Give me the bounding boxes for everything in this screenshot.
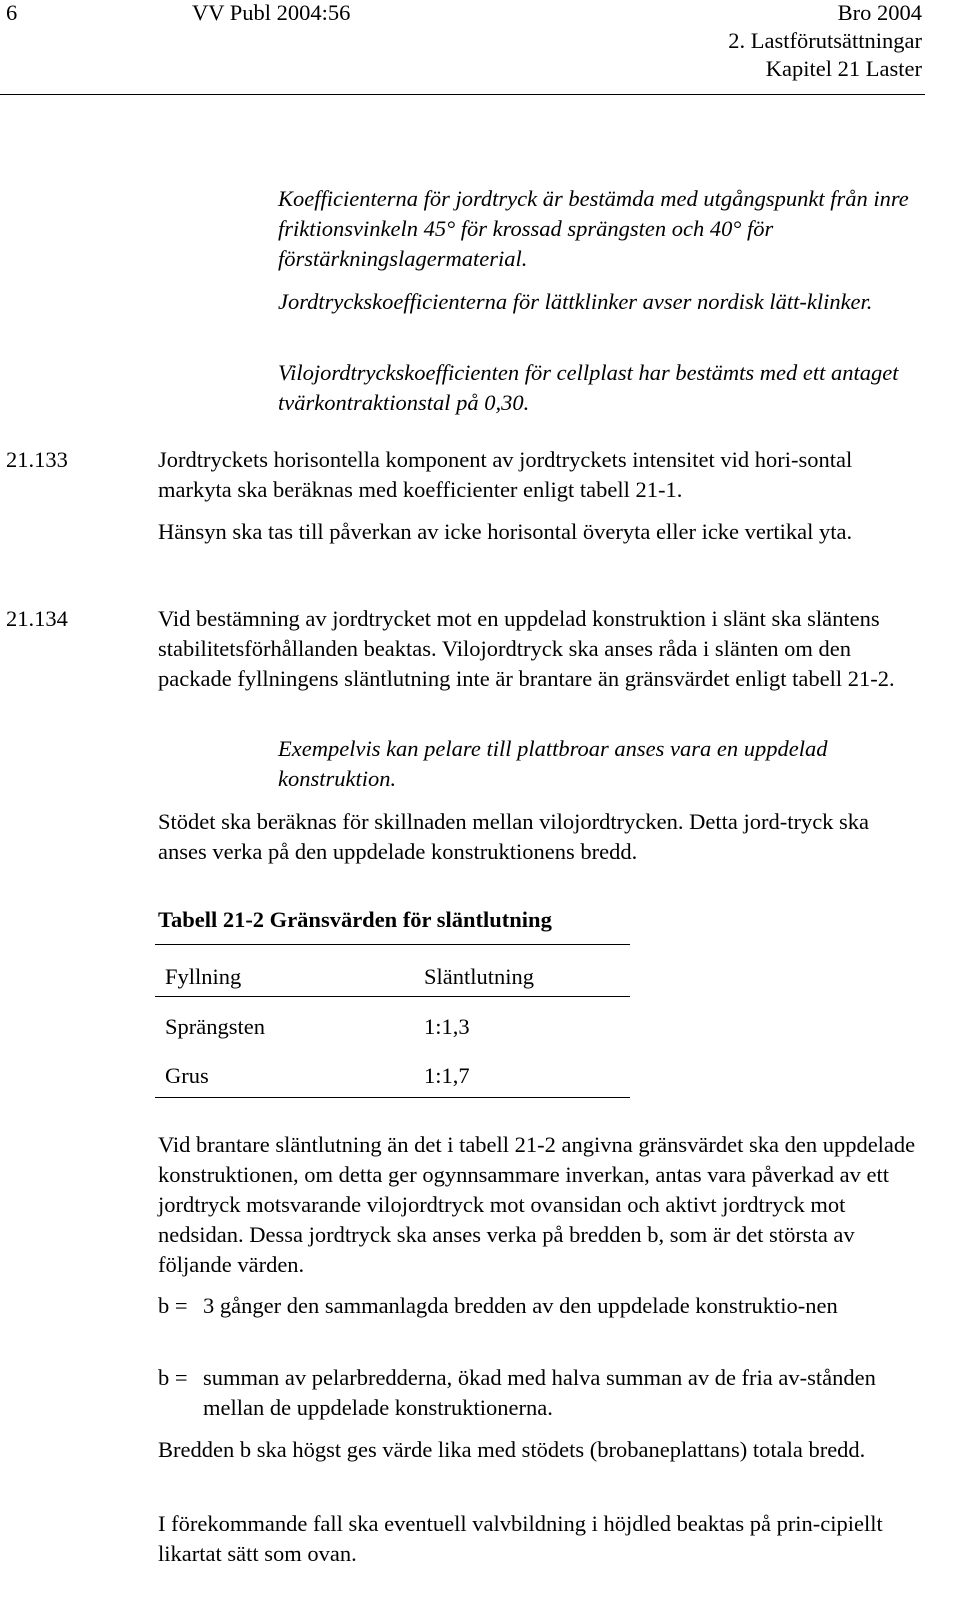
b-label-1: b = bbox=[158, 1293, 188, 1318]
table-title: Tabell 21-2 Gränsvärden för släntlutning bbox=[158, 907, 552, 932]
page-number: 6 bbox=[6, 0, 18, 25]
b-definition-2: summan av pelarbredderna, ökad med halva summan av de fria av-stånden mellan de uppdelade konstruktionerna. bbox=[203, 1365, 876, 1420]
paragraph-bredden: Bredden b ska högst ges värde lika med stödets (brobaneplattans) totala bredd. bbox=[158, 1437, 866, 1462]
section-21-134-note: Exempelvis kan pelare till plattbroar anses vara en uppdelad konstruktion. bbox=[278, 736, 828, 791]
table-cell-value: 1:1,7 bbox=[424, 1063, 470, 1088]
section-title: 2. Lastförutsättningar bbox=[728, 28, 922, 53]
note-lattklinker: Jordtryckskoefficienterna för lättklinker avser nordisk lätt-klinker. bbox=[278, 289, 873, 314]
section-21-134-paragraph-2: Stödet ska beräknas för skillnaden mellan vilojordtrycken. Detta jord-tryck ska anses verka på den uppdelade konstruktionens bredd. bbox=[158, 809, 870, 864]
table-top-rule bbox=[155, 944, 630, 945]
publication-id: VV Publ 2004:56 bbox=[192, 0, 351, 25]
table-cell-material: Grus bbox=[165, 1063, 209, 1088]
section-number-21-134: 21.134 bbox=[6, 606, 68, 631]
note-cellplast: Vilojordtryckskoefficienten för cellplast har bestämts med ett antaget tvärkontraktionstal på 0,30. bbox=[278, 360, 899, 415]
b-label-2: b = bbox=[158, 1365, 188, 1390]
table-cell-material: Sprängsten bbox=[165, 1014, 265, 1039]
table-header-slantlutning: Släntlutning bbox=[424, 964, 535, 989]
chapter-title: Kapitel 21 Laster bbox=[765, 56, 922, 81]
note-friction-angle: Koefficienterna för jordtryck är bestämda med utgångspunkt från inre friktionsvinkeln 45° för krossad sprängsten och 40° för förstärkningslagermaterial. bbox=[278, 186, 909, 271]
table-header-fyllning: Fyllning bbox=[165, 964, 242, 989]
section-21-133-paragraph-2: Hänsyn ska tas till påverkan av icke horisontal överyta eller icke vertikal yta. bbox=[158, 519, 853, 544]
table-header-rule bbox=[155, 996, 630, 997]
b-definition-1: 3 gånger den sammanlagda bredden av den uppdelade konstruktio-nen bbox=[203, 1293, 838, 1318]
section-21-134-paragraph-1: Vid bestämning av jordtrycket mot en uppdelad konstruktion i slänt ska släntens stabilitetsförhållanden beaktas. Vilojordtryck ska anses råda i slänten om den packade fyllningens släntlutning inte är brantare än gränsvärdet enligt tabell 21-2. bbox=[158, 606, 895, 691]
paragraph-valvbildning: I förekommande fall ska eventuell valvbildning i höjdled beaktas på prin-cipiellt likartat sätt som ovan. bbox=[158, 1511, 883, 1566]
table-cell-value: 1:1,3 bbox=[424, 1014, 470, 1039]
paragraph-brantare: Vid brantare släntlutning än det i tabell 21-2 angivna gränsvärdet ska den uppdelade konstruktionen, om detta ger ogynnsammare inverkan, antas vara påverkad av ett jordtryck motsvarande vilojordtryck mot ovansidan och aktivt jordtryck mot nedsidan. Dessa jordtryck ska anses verka på bredden b, som är det största av följande värden. bbox=[158, 1132, 916, 1277]
section-21-133-paragraph-1: Jordtryckets horisontella komponent av jordtryckets intensitet vid hori-sontal markyta ska beräknas med koefficienter enligt tabell 21-1. bbox=[158, 447, 853, 502]
publication-date: Bro 2004 bbox=[837, 0, 922, 25]
header-rule bbox=[0, 94, 925, 95]
section-number-21-133: 21.133 bbox=[6, 447, 68, 472]
table-bottom-rule bbox=[155, 1097, 630, 1098]
